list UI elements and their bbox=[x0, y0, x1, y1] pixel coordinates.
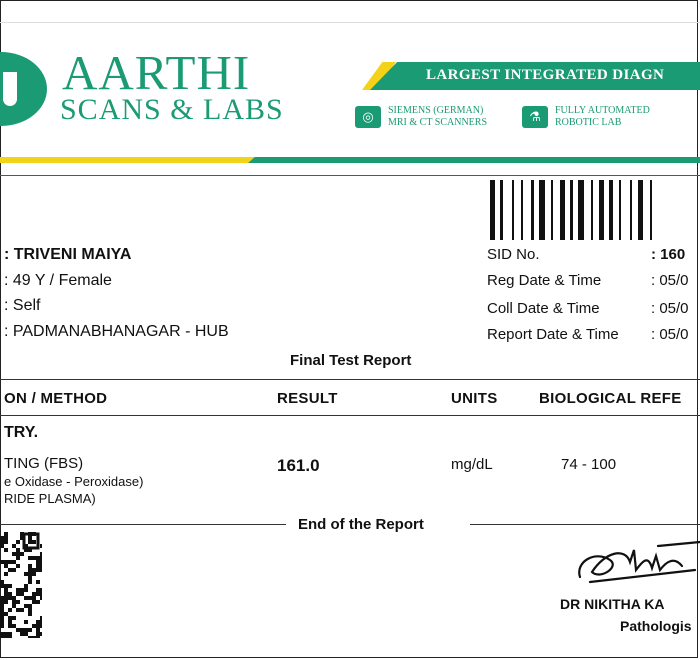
banner-text: LARGEST INTEGRATED DIAGN bbox=[426, 67, 665, 83]
coll-date-label: Coll Date & Time bbox=[487, 300, 600, 317]
section-heading: TRY. bbox=[4, 424, 39, 441]
patient-age-sex: : 49 Y / Female bbox=[4, 272, 112, 289]
reg-date-label: Reg Date & Time bbox=[487, 272, 602, 289]
header-stripe-green bbox=[248, 157, 700, 163]
barcode bbox=[490, 180, 700, 240]
header-stripe-yellow bbox=[0, 157, 255, 163]
reg-date-value: : 05/0 bbox=[651, 272, 689, 289]
end-rule-left bbox=[0, 524, 286, 525]
sid-label: SID No. bbox=[487, 246, 540, 263]
patient-referred: : Self bbox=[4, 297, 41, 314]
col-header-units: UNITS bbox=[451, 390, 498, 407]
report-title: Final Test Report bbox=[290, 352, 412, 369]
feature-scanners: SIEMENS (GERMAN) MRI & CT SCANNERS bbox=[388, 105, 488, 128]
barcode-graphic bbox=[490, 180, 700, 240]
report-date-label: Report Date & Time bbox=[487, 326, 619, 343]
col-header-result: RESULT bbox=[277, 390, 338, 407]
test-result: 161.0 bbox=[277, 456, 320, 475]
patient-name: : TRIVENI MAIYA bbox=[4, 246, 132, 263]
header-divider bbox=[0, 175, 700, 176]
brand-subtitle: SCANS & LABS bbox=[60, 93, 284, 126]
table-header-rule bbox=[0, 415, 700, 416]
test-method: e Oxidase - Peroxidase) bbox=[4, 474, 144, 489]
test-name: TING (FBS) bbox=[4, 455, 84, 472]
scanner-icon: ◎ bbox=[355, 106, 381, 128]
doctor-name: DR NIKITHA KA bbox=[560, 596, 665, 612]
signature-graphic bbox=[570, 532, 700, 592]
end-rule-right bbox=[470, 524, 700, 525]
col-header-reference: BIOLOGICAL REFE bbox=[539, 390, 682, 407]
report-date-value: : 05/0 bbox=[651, 326, 689, 343]
table-top-rule bbox=[0, 379, 700, 380]
brand-name: AARTHI bbox=[62, 45, 251, 100]
test-specimen: RIDE PLASMA) bbox=[4, 491, 96, 506]
end-of-report: End of the Report bbox=[298, 516, 424, 533]
coll-date-value: : 05/0 bbox=[651, 300, 689, 317]
patient-location: : PADMANABHANAGAR - HUB bbox=[4, 323, 229, 340]
doctor-designation: Pathologis bbox=[620, 618, 692, 634]
feature-robotic-lab: FULLY AUTOMATED ROBOTIC LAB bbox=[555, 105, 650, 128]
robot-lab-icon: ⚗ bbox=[522, 106, 548, 128]
top-divider bbox=[0, 22, 700, 23]
col-header-method: ON / METHOD bbox=[4, 390, 108, 407]
test-units: mg/dL bbox=[451, 456, 493, 473]
test-reference: 74 - 100 bbox=[561, 456, 617, 473]
sid-value: : 160 bbox=[651, 246, 686, 263]
qr-code bbox=[0, 532, 42, 638]
